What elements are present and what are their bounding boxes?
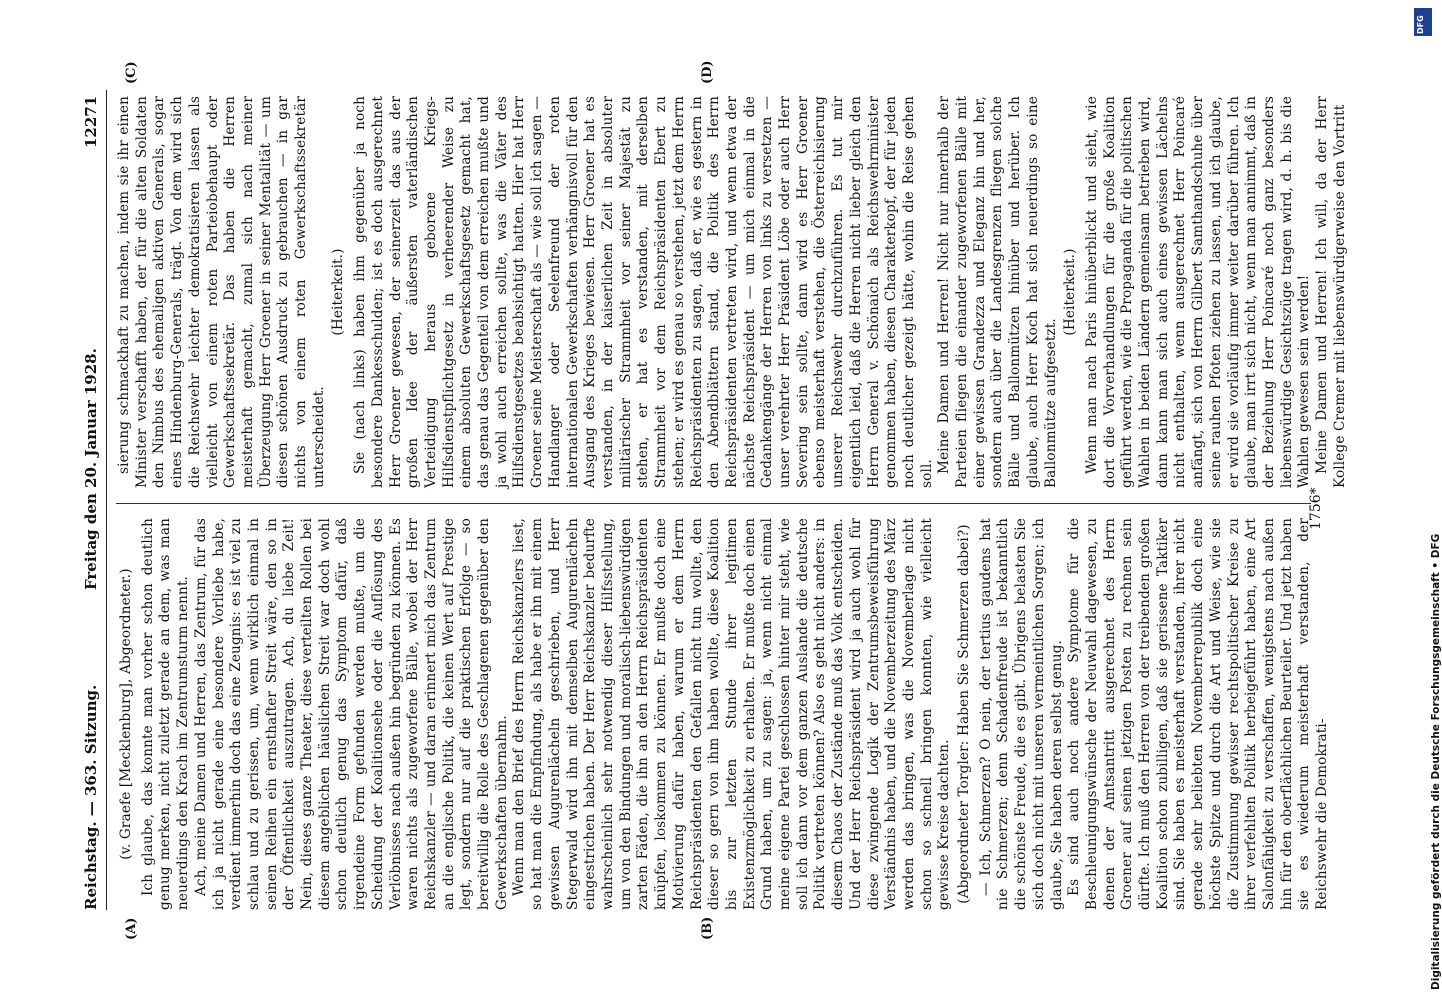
paragraph: Wenn man den Brief des Herrn Reichskanzlers liest, so hat man die Empfindung, als habe er ihn mit einem gewissen Augurenlächeln geschrieben, und Herr Stegerwald wird ihn mit demselben Augurenlächeln eingestrichen haben. Der Herr Reichskanzler bedurfte wahrscheinlich sehr notwendig dieser Hilfsstellung, um von den Bindungen und moralisch-liebenswürdigen zarten Fäden, die ihn an den Herrn Reichspräsidenten knüpfen, loskommen zu können. Er mußte doch eine Motivierung dafür haben, warum er dem Herrn Reichspräsidenten den Gefallen nicht tun wollte, den dieser so gern von ihm haben wollte, diese Koalition bis zur letzten Stunde ihrer legitimen Existenzmöglichkeit zu erhalten. Er mußte doch einen Grund haben, um zu sagen: ja, wenn nicht einmal meine eigene Partei geschlossen hinter mir steht, wie soll ich dann vor dem ganzen Auslande die deutsche Politik vertreten können? Also es geht nicht anders: in diesem Chaos der Zustände muß das Volk entscheiden. Und der Herr Reichspräsident wird ja auch wohl für diese zwingende Logik der Zentrumsbeweisführung Verständnis haben, und die Novemberzeitung des März werden das bringen, was die Novemberlage nicht schon so schnell bringen konnten, wie vielleicht gewisse Kreise dachten. — [511, 518, 953, 910]
header-center: Freitag den 20. Januar 1928. — [82, 348, 100, 590]
column-divider — [116, 503, 1311, 504]
digitization-note: Digitalisierung gefördert durch die Deutsche Forschungsgemeinschaft • DFG — [1430, 533, 1442, 990]
rotated-page-content — [80, 60, 1348, 940]
header-rule — [106, 90, 107, 910]
paragraph: Meine Damen und Herren! Ich will, da der Herr Kollege Cremer mit liebenswürdigerweise den Vortritt — [1314, 96, 1348, 488]
paragraph: Ach, meine Damen und Herren, das Zentrum, für das ich ja nicht gerade eine besondere Vorliebe habe, verdient immerhin doch das eine Zeugnis: es ist viel zu schlau und zu gerissen, um, wenn wirklich einmal in seinen Reihen ein ernsthafter Streit wäre, den so in der Öffentlichkeit auszutragen. Ach, du liebe Zeit! Nein, dieses ganze Theater, diese verteilten Rollen bei diesem angeblichen häuslichen Streit war doch wohl schon deutlich genug das Symptom dafür, daß irgendeine Form gefunden werden mußte, um die Scheidung der Koalitionsehe oder die Auflösung des Verlöbnisses nach außen hin begründen zu können. Es waren nichts als zugeworfene Bälle, wobei der Herr Reichskanzler — und daran erinnert mich das Zentrum an die englische Politik, die keinen Wert auf Prestige legt, sondern nur auf die praktischen Erfolge — so bereitwillig die Rolle des Geschlagenen gegenüber den Gewerkschaften übernahm. — [192, 518, 510, 910]
sheet-number: 1756* — [1308, 487, 1324, 530]
paragraph: Wenn man nach Paris hinüberblickt und sieht, wie dort die Vorverhandlungen für die große Koalition geführt werden, wie die Propaganda für die politischen Wahlen in beiden Ländern gemeinsam betrieben wird, dann kann man sich auch eines gewissen Lächelns nicht enthalten, wenn ausgerechnet Herr Poincaré anfängt, sich von Herrn Gilbert Samthandschuhe über seine rauhen Pfoten ziehen zu lassen, und ich glaube, er wird sie vorläufig immer weiter darüber führen. Ich glaube, man irrt sich nicht, wenn man annimmt, daß in der Beziehung Herr Poincaré noch ganz besonders liebenswürdige Gesichtszüge tragen wird, d. h. bis die Wahlen gewesen sein werden! — [1083, 96, 1313, 488]
header-page-number: 12271 — [82, 95, 100, 148]
paragraph: Sie (nach links) haben ihm gegenüber ja noch besondere Dankesschulden; ist es doch ausgerechnet Herr Groener gewesen, der seinerzeit das aus der großen Idee der äußersten vaterländischen Verteidigung heraus geborene Kriegs-Hilfsdienstpflichtgesetz in verheerender Weise zu einem absoluten Gewerkschaftsgesetz gemacht hat, das genau das Gegenteil von dem erreichen mußte und ja wohl auch erreichen sollte, was die Väter des Hilfsdienstgesetzes beabsichtigt hatten. Hier hat Herr Groener seine Meisterschaft als — wie soll ich sagen — Handlanger oder Seelenfreund der roten internationalen Gewerkschaften verhängnisvoll für den Ausgang des Krieges bewiesen. Herr Groener hat es verstanden, in der kaiserlichen Zeit in absoluter militärischer Strammheit vor seiner Majestät zu stehen, er hat es verstanden, mit derselben Strammheit vor dem Reichspräsidenten Ebert zu stehen; er wird es genau so verstehen, jetzt dem Herrn Reichspräsidenten zu sagen, daß er, wie es gestern in den Abendblättern stand, die Politik des Herrn Reichspräsidenten vertreten wird, und wenn etwa der nächste Reichspräsident — um mich einmal in die Gedankengänge der Herren von links zu versetzen — unser verehrter Herr Präsident Löbe oder auch Herr Severing sein sollte, dann wird es Herr Groener ebenso meisterhaft verstehen, die Österreichisierung unserer Reichswehr durchzuführen. Es tut mir eigentlich leid, daß die Herren nicht lieber gleich den Herrn General v. Schönaich als Reichswehrminister genommen haben, diesen Charakterkopf, der für jeden noch deutlicher gezeigt hätte, wohin die Reise gehen soll. — [352, 96, 935, 488]
stage-direction: (Heiterkeit.) — [330, 248, 347, 336]
paragraph: — Ich, Schmerzen? O nein, der tertius gaudens hat nie Schmerzen; denn Schadenfreude ist bekanntlich die schönste Freude, die es gibt. Übrigens belasten Sie sich doch nicht mit unseren vermeintlichen Sorgen; ich glaube, Sie haben deren selbst genug. — [977, 518, 1065, 910]
stage-direction: (Abgeordneter Torgler: Haben Sie Schmerzen dabei?) — [956, 524, 973, 904]
stage-direction: (Heiterkeit.) — [1062, 248, 1079, 336]
page-header — [80, 90, 106, 910]
margin-marker-d: (D) — [700, 60, 715, 84]
margin-marker-c: (C) — [124, 61, 139, 84]
stage-direction: (v. Graefe [Mecklenburg], Abgeordneter.) — [118, 568, 134, 860]
header-left: Reichstag. — 363. Sitzung. — [82, 684, 100, 910]
paragraph: Ich glaube, das konnte man vorher schon deutlich genug merken, nicht zuletzt gerade an dem, was man neuerdings den Krach im Zentrumsturm nennt. — [139, 518, 192, 910]
text-column-left — [116, 518, 1331, 910]
text-column-right — [116, 96, 1348, 488]
paragraph: sierung schmackhaft zu machen, indem sie ihr einen Minister verschafft haben, der für die alten Soldaten den Nimbus des ehemaligen aktiven Generals, sogar eines Hindenburg-Generals, trägt. Von dem wird sich die Reichswehr leichter demokratisieren lassen als vielleicht von einem roten Parteiobehaupt oder Gewerkschaftssekretär. Das haben die Herren meisterhaft gemacht, zumal sich nach meiner Überzeugung Herr Groener in seiner Mentalität — um diesen schönen Ausdruck zu gebrauchen — in gar nichts von einem roten Gewerkschaftssekretär unterscheidet. — [116, 96, 327, 488]
paragraph: Es sind auch noch andere Symptome für die Beschleunigungswünsche der Neuwahl dagewesen, zu denen der Amtsantritt ausgerechnet des Herrn Groener auf seinen jetzigen Posten zu rechnen sein dürfte. Ich muß den Herren von der treibenden großen Koalition schon zubilligen, daß sie gerissene Taktiker sind. Sie haben es meisterhaft verstanden, ihrer nicht gerade sehr beliebten Novemberrepublik doch eine höchste Spitze und durch die Art und Weise, wie sie die Zustimmung gewisser rechtspolitischer Kreise zu ihrer verfehlten Politik herbeigeführt haben, eine Art Salonfähigkeit zu verschaffen, wenigstens nach außen hin für den oberflächlichen Beurteiler. Und jetzt haben sie es wiederum meisterhaft verstanden, der Reichswehr die Demokrati- — [1066, 518, 1331, 910]
paragraph: Meine Damen und Herren! Nicht nur innerhalb der Parteien fliegen die einander zugeworfenen Bälle mit einer gewissen Grandezza und Eleganz hin und her, sondern auch über die Landesgrenzen fliegen solche Bälle und Ballonmützen hinüber und herüber. Ich glaube, auch Herr Koch hat sich neuerdings so eine Ballonmütze aufgesetzt. — [936, 96, 1059, 488]
margin-marker-a: (A) — [124, 917, 139, 940]
dfg-logo: DFG — [1414, 8, 1432, 36]
margin-marker-b: (B) — [700, 916, 715, 940]
